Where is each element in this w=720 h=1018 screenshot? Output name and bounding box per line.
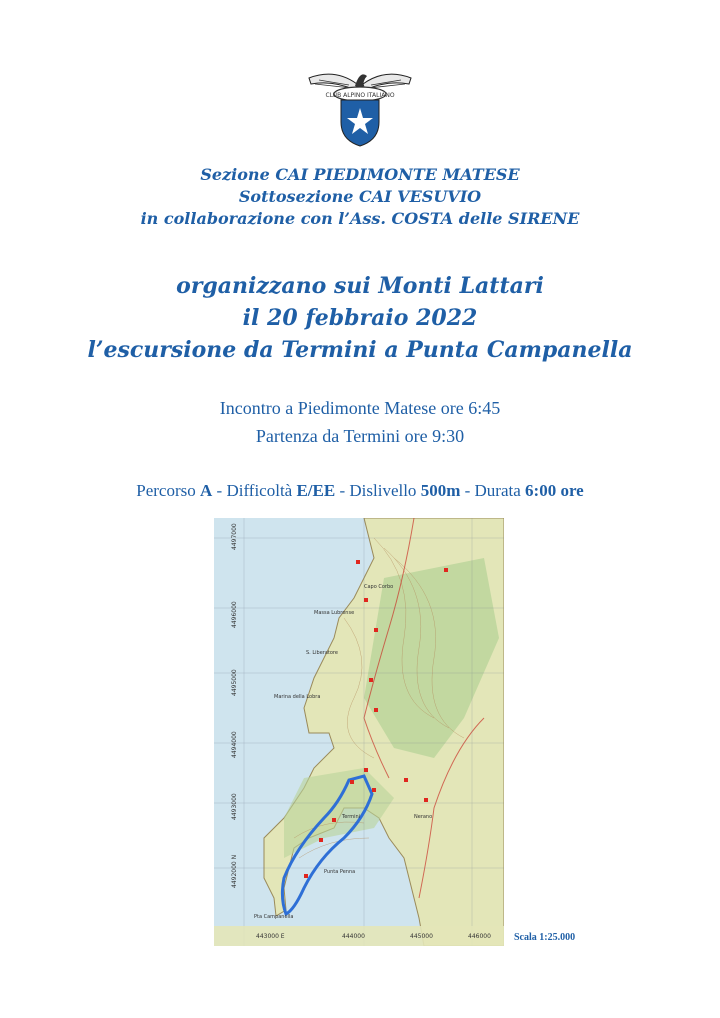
route-text: - Difficoltà xyxy=(212,481,297,500)
x-label: 443000 E xyxy=(256,933,285,940)
x-label: 446000 xyxy=(468,933,491,940)
place-label: Massa Lubrense xyxy=(314,610,355,616)
place-label: Pta Campanella xyxy=(254,914,294,920)
cai-logo xyxy=(305,66,415,148)
headline-line: il 20 febbraio 2022 xyxy=(242,305,478,331)
trail-map xyxy=(214,518,504,946)
x-label: 445000 xyxy=(410,933,433,940)
y-label: 4495000 xyxy=(231,669,238,696)
y-label: 4492000 N xyxy=(231,854,238,888)
route-info xyxy=(0,480,720,502)
y-label: 4496000 xyxy=(231,601,238,628)
route-text: - Durata xyxy=(460,481,526,500)
y-label: 4497000 xyxy=(231,523,238,550)
place-label: Nerano xyxy=(414,814,433,820)
place-label: Capo Corbo xyxy=(364,584,394,590)
logo-ring-text: CLUB ALPINO ITALIANO xyxy=(325,92,395,99)
schedule-line: Partenza da Termini ore 9:30 xyxy=(255,426,465,446)
headline-line: organizzano sui Monti Lattari xyxy=(176,273,544,299)
schedule-line: Incontro a Piedimonte Matese ore 6:45 xyxy=(219,398,501,418)
place-label: Marina della Lobra xyxy=(274,694,321,700)
organizer-line: Sottosezione CAI VESUVIO xyxy=(238,187,482,206)
place-label: S. Liberatore xyxy=(306,650,338,656)
difficulty: E/EE xyxy=(296,481,336,500)
y-label: 4494000 xyxy=(231,731,238,758)
organizer-line: in collaborazione con l’Ass. COSTA delle SIRENE xyxy=(140,209,580,228)
y-label: 4493000 xyxy=(231,793,238,820)
route-text: Percorso xyxy=(136,481,200,500)
organizers xyxy=(0,164,720,230)
organizer-line: Sezione CAI PIEDIMONTE MATESE xyxy=(200,165,520,184)
duration: 6:00 ore xyxy=(525,481,584,500)
place-label: Punta Penna xyxy=(324,869,356,875)
headline xyxy=(0,270,720,366)
x-label: 444000 xyxy=(342,933,365,940)
place-label: Termini xyxy=(342,814,361,820)
route-code: A xyxy=(200,481,213,500)
route-text: - Dislivello xyxy=(335,481,421,500)
headline-line: l’escursione da Termini a Punta Campanella xyxy=(87,337,633,363)
map-scale: Scala 1:25.000 xyxy=(514,932,576,943)
elevation: 500m xyxy=(420,481,461,500)
schedule xyxy=(0,394,720,450)
